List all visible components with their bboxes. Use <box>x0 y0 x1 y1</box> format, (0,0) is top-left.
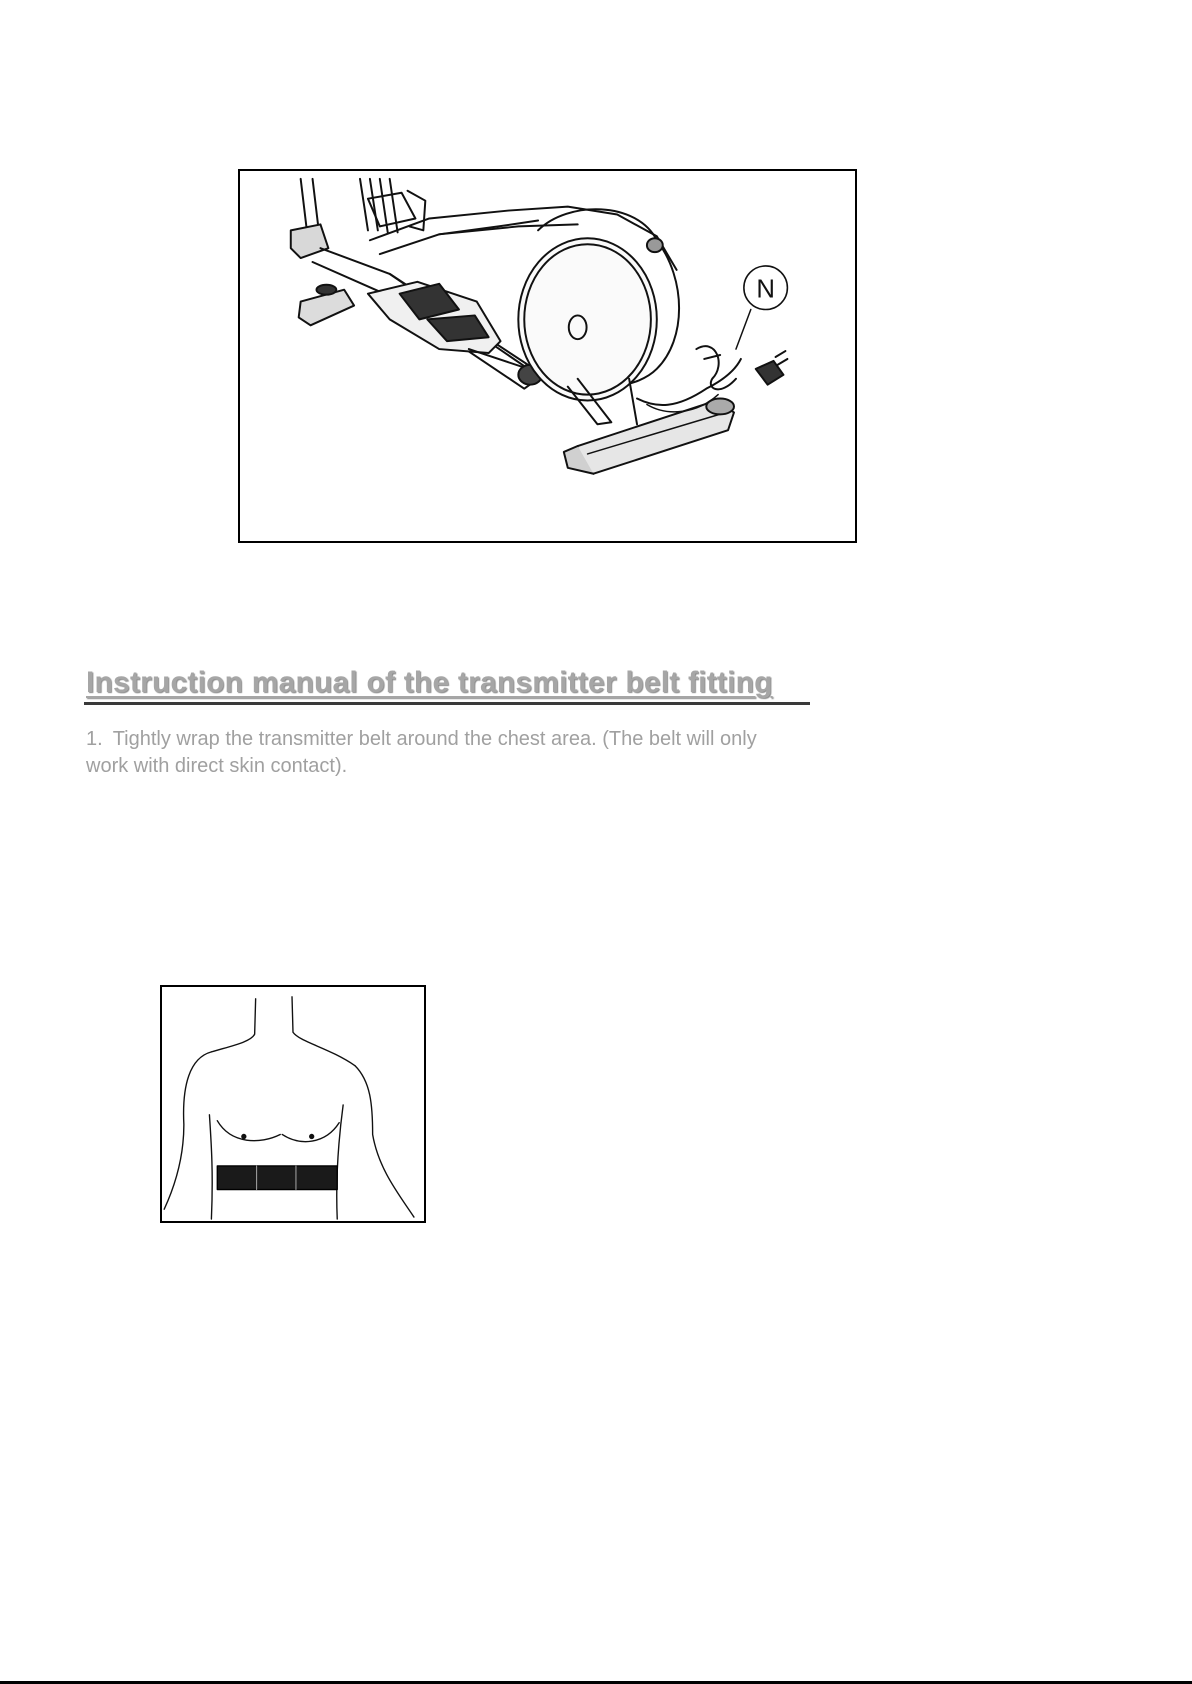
elliptical-trainer-figure <box>238 169 857 543</box>
callout-label: N <box>756 275 775 304</box>
chest-belt-figure <box>160 985 426 1223</box>
section-heading: Instruction manual of the transmitter belt fitting <box>86 666 773 699</box>
step-number: 1. <box>86 728 103 750</box>
step-1 <box>86 726 786 780</box>
step-text: Tightly wrap the transmitter belt around the chest area. (The belt will only work with direct skin contact). <box>86 728 757 777</box>
heading-underline-rule <box>84 702 810 705</box>
